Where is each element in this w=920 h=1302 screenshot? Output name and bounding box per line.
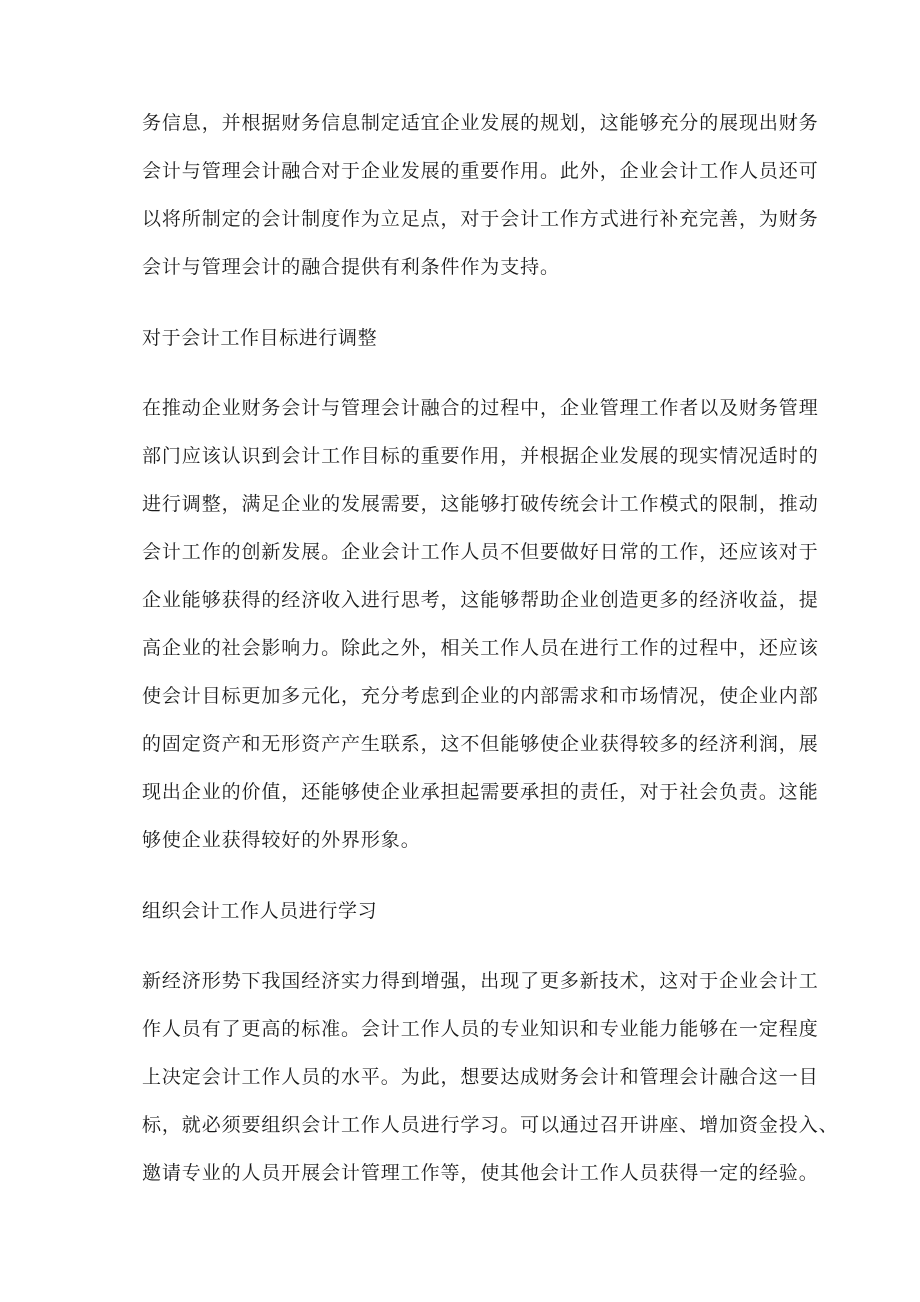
- paragraph-line: 务信息，并根据财务信息制定适宜企业发展的规划，这能够充分的展现出财务: [142, 112, 819, 134]
- section-heading-1: 对于会计工作目标进行调整: [142, 327, 378, 349]
- paragraph-line: 会计与管理会计的融合提供有利条件作为支持。: [142, 256, 560, 278]
- paragraph-line: 邀请专业的人员开展会计管理工作等，使其他会计工作人员获得一定的经验。: [142, 1162, 819, 1184]
- paragraph-line: 进行调整，满足企业的发展需要，这能够打破传统会计工作模式的限制，推动: [142, 493, 819, 515]
- paragraph-line: 以将所制定的会计制度作为立足点，对于会计工作方式进行补充完善，为财务: [142, 208, 819, 230]
- paragraph-line: 够使企业获得较好的外界形象。: [142, 829, 421, 851]
- paragraph-line: 会计与管理会计融合对于企业发展的重要作用。此外，企业会计工作人员还可: [142, 160, 819, 182]
- paragraph-line: 新经济形势下我国经济实力得到增强，出现了更多新技术，这对于企业会计工: [142, 970, 819, 992]
- paragraph-line: 上决定会计工作人员的水平。为此，想要达成财务会计和管理会计融合这一目: [142, 1066, 819, 1088]
- section-heading-2: 组织会计工作人员进行学习: [142, 900, 378, 922]
- paragraph-line: 标，就必须要组织会计工作人员进行学习。可以通过召开讲座、增加资金投入、: [142, 1114, 839, 1136]
- paragraph-line: 企业能够获得的经济收入进行思考，这能够帮助企业创造更多的经济收益，提: [142, 589, 819, 611]
- paragraph-line: 高企业的社会影响力。除此之外，相关工作人员在进行工作的过程中，还应该: [142, 637, 819, 659]
- paragraph-line: 现出企业的价值，还能够使企业承担起需要承担的责任，对于社会负责。这能: [142, 781, 819, 803]
- paragraph-line: 部门应该认识到会计工作目标的重要作用，并根据企业发展的现实情况适时的: [142, 445, 819, 467]
- paragraph-line: 会计工作的创新发展。企业会计工作人员不但要做好日常的工作，还应该对于: [142, 541, 819, 563]
- paragraph-line: 的固定资产和无形资产产生联系，这不但能够使企业获得较多的经济利润，展: [142, 733, 819, 755]
- paragraph-line: 使会计目标更加多元化，充分考虑到企业的内部需求和市场情况，使企业内部: [142, 685, 819, 707]
- paragraph-line: 在推动企业财务会计与管理会计融合的过程中，企业管理工作者以及财务管理: [142, 397, 819, 419]
- paragraph-line: 作人员有了更高的标准。会计工作人员的专业知识和专业能力能够在一定程度: [142, 1018, 819, 1040]
